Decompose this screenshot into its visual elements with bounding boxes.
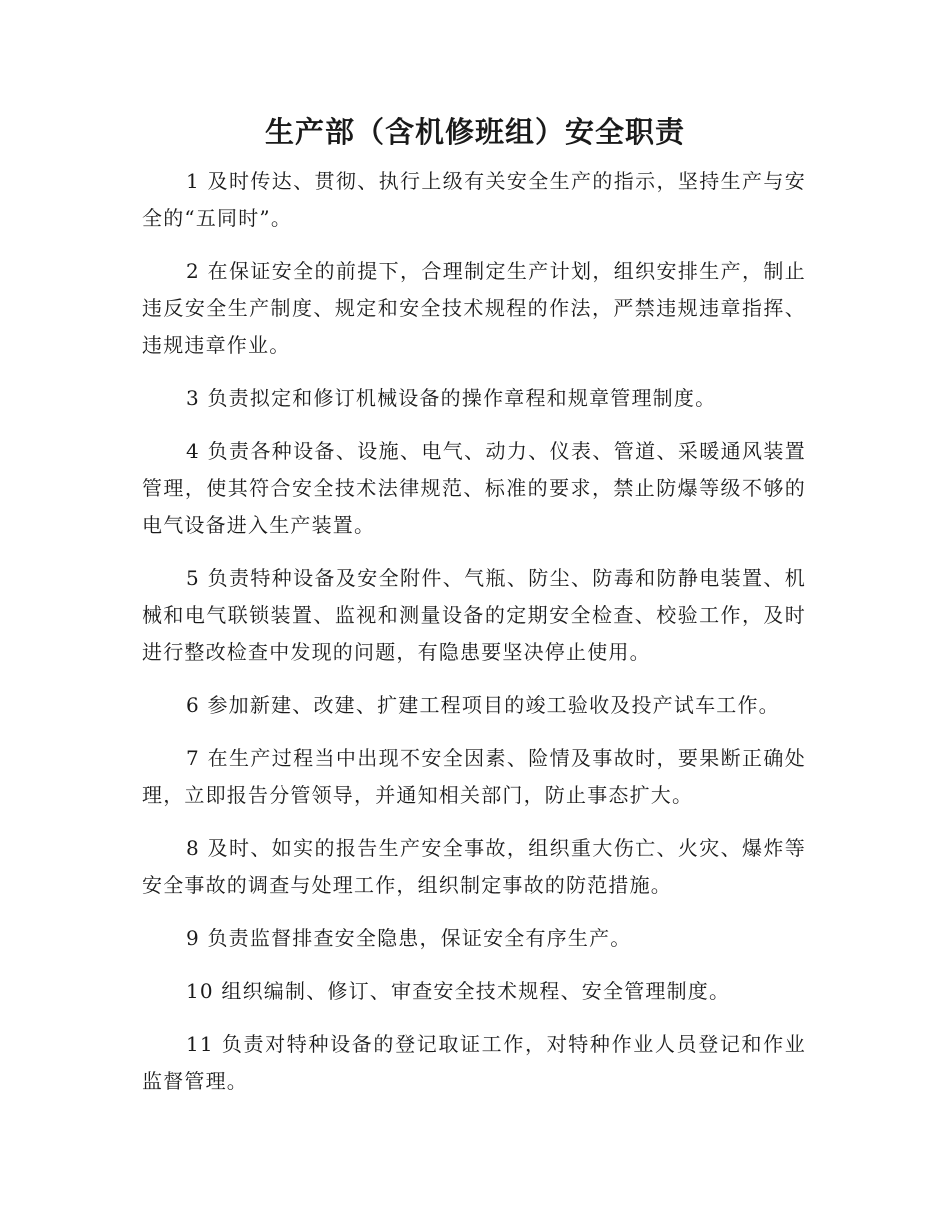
- paragraph-11: 11 负责对特种设备的登记取证工作，对特种作业人员登记和作业监督管理。: [142, 1032, 806, 1093]
- paragraph-4: 4 负责各种设备、设施、电气、动力、仪表、管道、采暖通风装置管理，使其符合安全技术法律规范、标准的要求，禁止防爆等级不够的电气设备进入生产装置。: [142, 439, 806, 537]
- paragraph-8: 8 及时、如实的报告生产安全事故，组织重大伤亡、火灾、爆炸等安全事故的调查与处理工作，组织制定事故的防范措施。: [142, 836, 806, 897]
- paragraph-3: 3 负责拟定和修订机械设备的操作章程和规章管理制度。: [186, 386, 717, 410]
- document-body: [142, 163, 806, 1116]
- paragraph-9: 9 负责监督排查安全隐患，保证安全有序生产。: [186, 926, 632, 950]
- paragraph-7: 7 在生产过程当中出现不安全因素、险情及事故时，要果断正确处理，立即报告分管领导，并通知相关部门，防止事态扩大。: [142, 746, 806, 807]
- paragraph-10: 10 组织编制、修订、审查安全技术规程、安全管理制度。: [186, 979, 731, 1003]
- paragraph-1: 1 及时传达、贯彻、执行上级有关安全生产的指示，坚持生产与安全的“五同时”。: [142, 169, 806, 230]
- paragraph-2: 2 在保证安全的前提下，合理制定生产计划，组织安排生产，制止违反安全生产制度、规定和安全技术规程的作法，严禁违规违章指挥、违规违章作业。: [142, 259, 806, 357]
- paragraph-5: 5 负责特种设备及安全附件、气瓶、防尘、防毒和防静电装置、机械和电气联锁装置、监视和测量设备的定期安全检查、校验工作，及时进行整改检查中发现的问题，有隐患要坚决停止使用。: [142, 566, 806, 664]
- document-title: 生产部（含机修班组）安全职责: [264, 115, 685, 149]
- paragraph-6: 6 参加新建、改建、扩建工程项目的竣工验收及投产试车工作。: [186, 693, 780, 717]
